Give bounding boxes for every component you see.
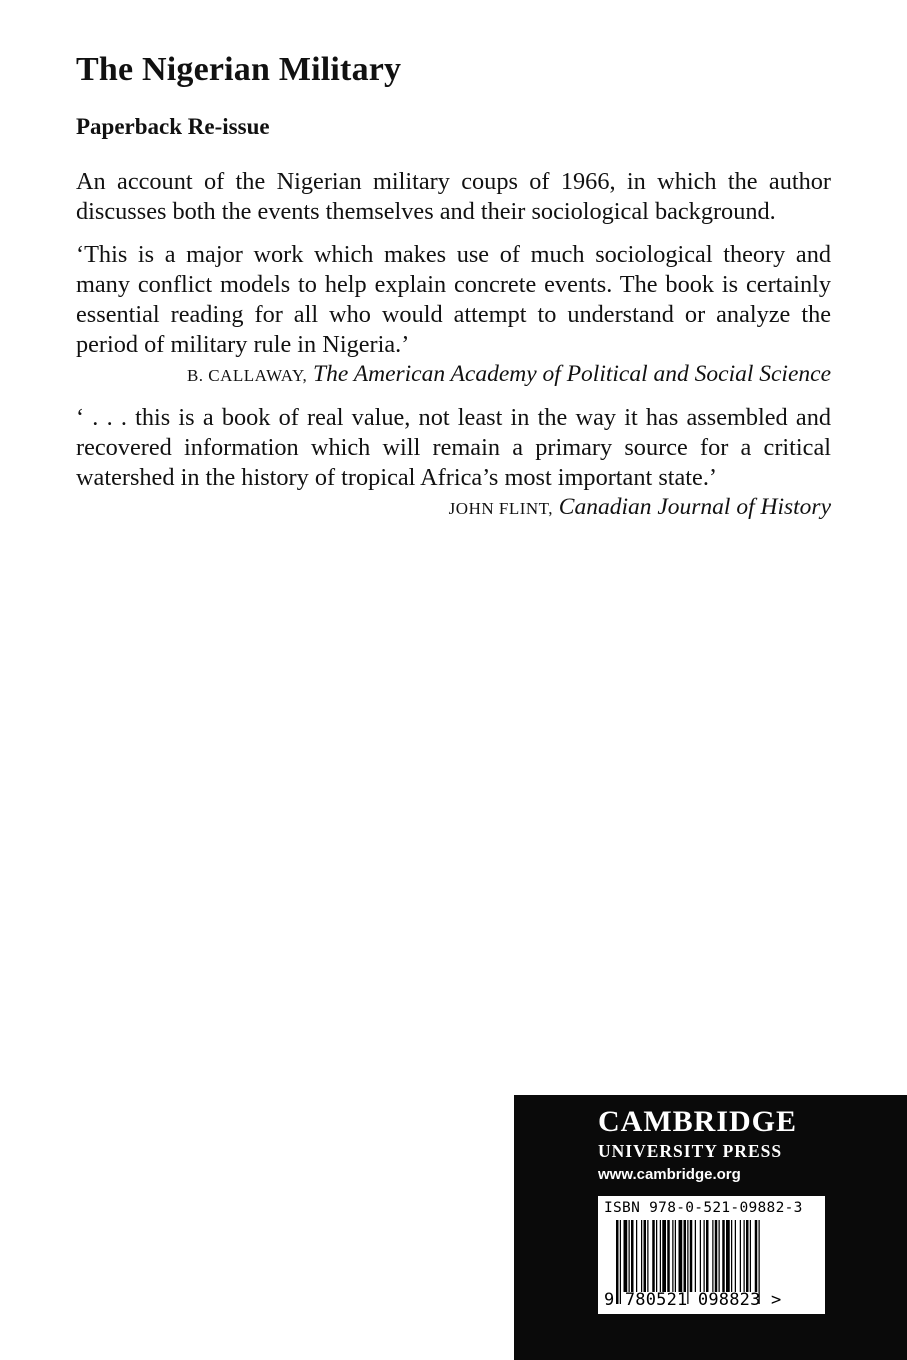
barcode-bar — [690, 1220, 693, 1292]
review-source-1: The American Academy of Political and Social Science — [313, 361, 831, 387]
barcode-bar — [675, 1220, 676, 1292]
barcode-bar — [700, 1220, 701, 1292]
barcode-bar — [667, 1220, 670, 1292]
barcode-bar — [652, 1220, 655, 1292]
review-attribution-2 — [76, 493, 831, 523]
barcode-bar — [644, 1220, 647, 1292]
reviewer-name-2: JOHN FLINT, — [448, 499, 554, 518]
barcode-bar — [722, 1220, 725, 1292]
barcode-bar — [706, 1220, 709, 1292]
barcode-bar — [641, 1220, 642, 1292]
review-quote-2: ‘ . . . this is a book of real value, not least in the way it has assembled and recovered information which will remain a primary source for a critical watershed in the history of tropical Africa’s most important state.’ — [76, 404, 831, 491]
barcode-bar — [656, 1220, 657, 1292]
book-subtitle: Paperback Re-issue — [76, 114, 270, 139]
barcode-bar — [672, 1220, 673, 1292]
barcode-bar — [647, 1220, 648, 1292]
back-cover-text — [76, 50, 831, 523]
barcode-bar — [629, 1220, 630, 1292]
review-attribution-1 — [76, 360, 831, 390]
review-source-2: Canadian Journal of History — [558, 494, 831, 520]
book-title: The Nigerian Military — [76, 51, 402, 88]
review-quote-1: ‘This is a major work which makes use of much sociological theory and many conflict models to help explain concrete events. The book is certainly essential reading for all who would attempt to understand or analyze the period of military rule in Nigeria.’ — [76, 241, 831, 358]
barcode-bar — [726, 1220, 730, 1292]
reviewer-name-1: B. CALLAWAY, — [186, 366, 308, 385]
barcode-bar — [719, 1220, 720, 1292]
barcode-bar — [695, 1220, 696, 1292]
barcode-bar — [704, 1220, 705, 1292]
barcode-bar — [660, 1220, 661, 1292]
publisher-block — [514, 1095, 907, 1360]
barcode-digits: 9 780521 098823 > — [604, 1290, 782, 1310]
barcode-bar — [636, 1220, 637, 1292]
publisher-website: www.cambridge.org — [598, 1166, 741, 1183]
barcode-bar — [755, 1220, 758, 1292]
barcode-bar — [731, 1220, 732, 1292]
barcode-bar — [744, 1220, 745, 1292]
barcode-bar — [735, 1220, 736, 1292]
barcode-bar — [684, 1220, 687, 1292]
barcode-bar — [712, 1220, 713, 1292]
book-description: An account of the Nigerian military coups of 1966, in which the author discusses both the events themselves and their sociological background. — [76, 168, 831, 225]
barcode-bar — [750, 1220, 751, 1292]
publisher-name: CAMBRIDGE — [598, 1105, 798, 1138]
barcode-bar — [740, 1220, 741, 1292]
barcode-bar — [715, 1220, 718, 1292]
barcode-bar — [679, 1220, 683, 1292]
barcode-bar — [662, 1220, 666, 1292]
isbn-number: ISBN 978-0-521-09882-3 — [604, 1200, 803, 1216]
barcode-bar — [746, 1220, 749, 1292]
publisher-press: UNIVERSITY PRESS — [598, 1141, 783, 1161]
barcode-bar — [624, 1220, 628, 1292]
barcode-bar — [631, 1220, 634, 1292]
isbn-barcode — [598, 1196, 825, 1314]
